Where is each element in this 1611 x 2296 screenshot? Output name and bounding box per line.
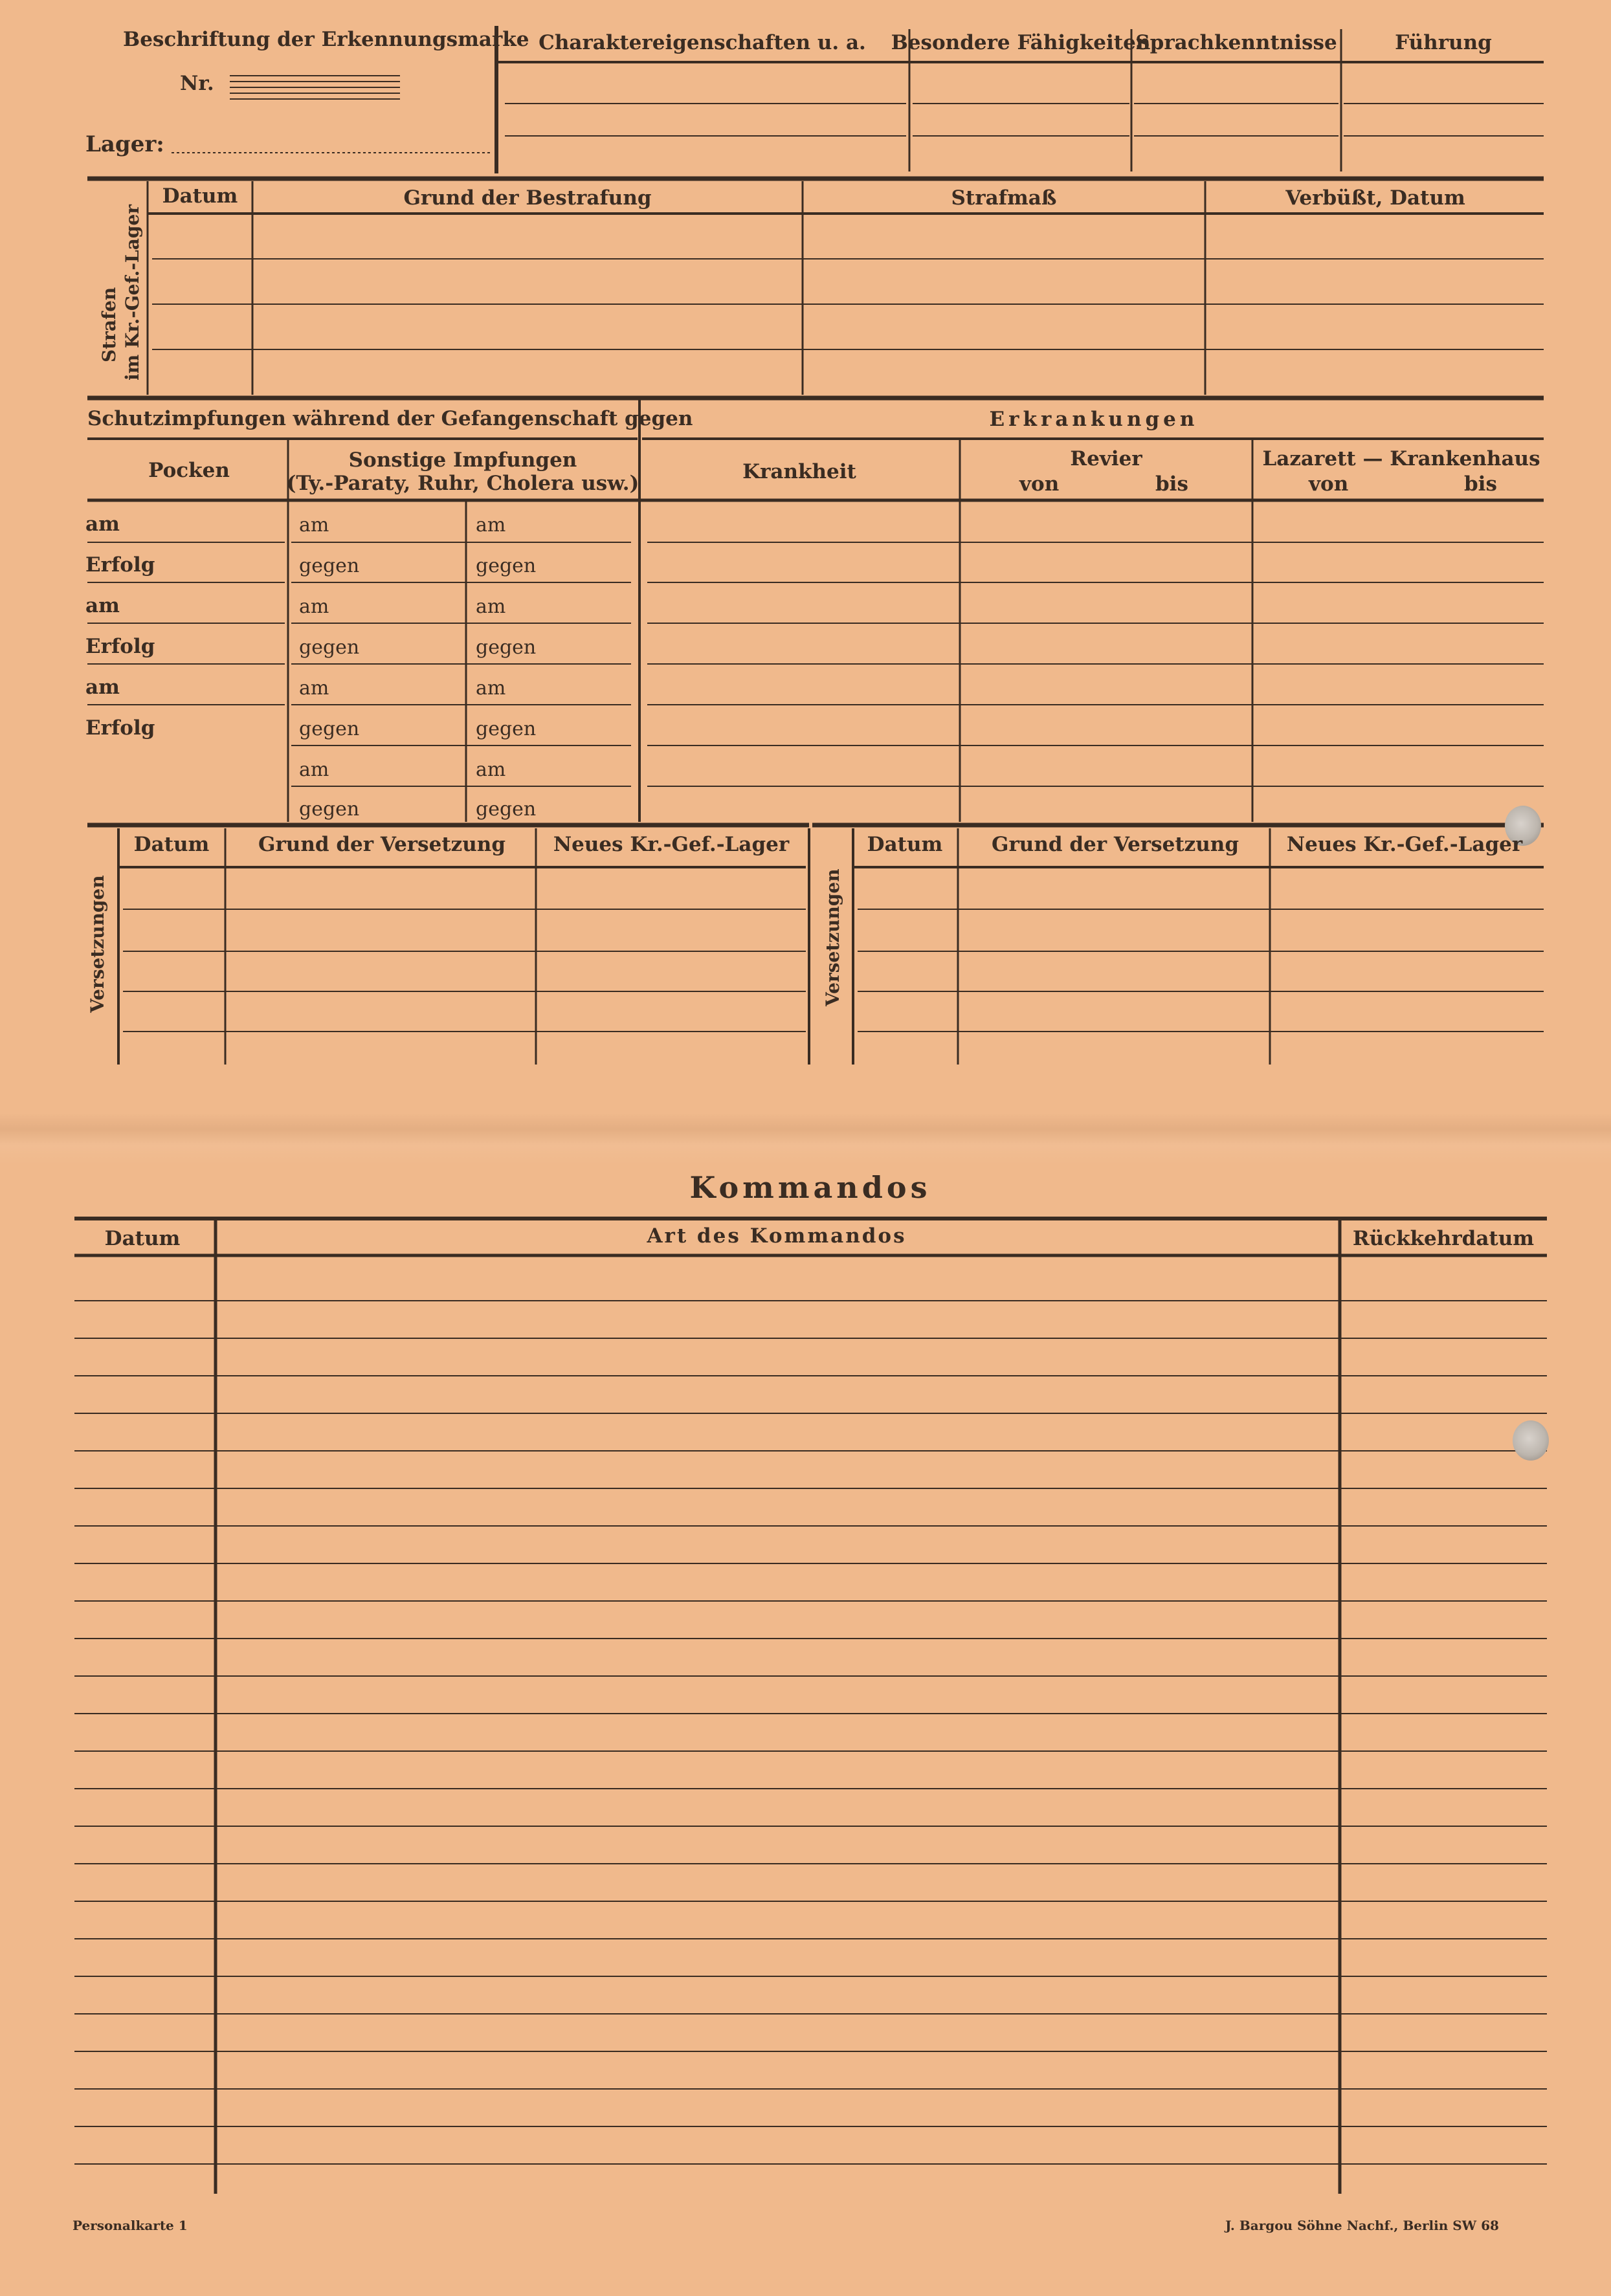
erkrankungen-col-krankheit: Krankheit: [742, 460, 856, 483]
versetzungen-col-datum-right: Datum: [867, 833, 943, 856]
erkrankungen-col-lazarett: Lazarett — Krankenhaus: [1262, 447, 1540, 470]
footer-left: Personalkarte 1: [72, 2218, 188, 2233]
erkrankungen-title: Erkrankungen: [989, 408, 1199, 431]
versetzungen-col-grund-left: Grund der Versetzung: [258, 833, 506, 856]
strafen-col-strafmass: Strafmaß: [951, 186, 1057, 210]
versetzungen-col-grund-right: Grund der Versetzung: [992, 833, 1239, 856]
kommandos-col-datum: Datum: [104, 1227, 181, 1250]
sonstige-am: am: [299, 758, 329, 781]
footer-right: J. Bargou Söhne Nachf., Berlin SW 68: [1225, 2218, 1499, 2233]
punch-hole-bottom: [1513, 1420, 1549, 1461]
sonstige-am: am: [299, 677, 329, 700]
col-faehigkeiten: Besondere Fähigkeiten: [891, 31, 1151, 54]
kommandos-title: Kommandos: [689, 1170, 931, 1205]
sonstige-gegen: gegen: [299, 798, 360, 821]
sonstige-gegen: gegen: [299, 555, 360, 577]
versetzungen-col-datum-left: Datum: [133, 833, 210, 856]
sonstige-am: am: [299, 595, 329, 618]
pocken-am: am: [85, 513, 120, 536]
col-fuehrung: Führung: [1395, 31, 1492, 54]
sonstige-gegen: gegen: [476, 798, 537, 821]
sonstige-gegen: gegen: [299, 718, 360, 740]
marke-label: Beschriftung der Erkennungsmarke: [123, 28, 529, 51]
sonstige-am: am: [476, 514, 506, 536]
sonstige-am: am: [476, 758, 506, 781]
sonstige-gegen: gegen: [476, 636, 537, 659]
kommandos-col-rueckkehr: Rückkehrdatum: [1352, 1227, 1535, 1250]
sonstige-am: am: [476, 677, 506, 700]
revier-bis: bis: [1155, 472, 1188, 496]
impfungen-col-sonstige-2: (Ty.-Paraty, Ruhr, Cholera usw.): [286, 472, 639, 495]
strafen-col-verbuesst: Verbüßt, Datum: [1285, 186, 1465, 210]
strafen-col-grund: Grund der Bestrafung: [403, 186, 652, 210]
lazarett-bis: bis: [1464, 472, 1497, 496]
revier-von: von: [1019, 472, 1060, 496]
versetzungen-col-lager-right: Neues Kr.-Gef.-Lager: [1286, 833, 1523, 856]
impfungen-title: Schutzimpfungen während der Gefangenschaft gegen: [87, 407, 693, 430]
versetzungen-side-label-right: Versetzungen: [822, 868, 843, 1006]
strafen-side-label-2: im Kr.-Gef.-Lager: [122, 204, 143, 381]
strafen-col-datum: Datum: [162, 184, 238, 208]
pocken-am: am: [85, 594, 120, 617]
strafen-side-label-1: Strafen: [98, 287, 120, 362]
col-sprachen: Sprachkenntnisse: [1135, 31, 1337, 54]
lager-label: Lager:: [85, 131, 164, 157]
pocken-erfolg: Erfolg: [85, 635, 155, 658]
erkrankungen-col-revier: Revier: [1070, 447, 1142, 470]
nr-label: Nr.: [180, 72, 214, 95]
sonstige-gegen: gegen: [299, 636, 360, 659]
versetzungen-side-label-left: Versetzungen: [87, 875, 108, 1013]
sonstige-am: am: [299, 514, 329, 536]
sonstige-am: am: [476, 595, 506, 618]
pocken-erfolg: Erfolg: [85, 553, 155, 577]
pocken-erfolg: Erfolg: [85, 716, 155, 740]
lazarett-von: von: [1309, 472, 1349, 496]
impfungen-col-sonstige-1: Sonstige Impfungen: [348, 448, 577, 472]
versetzungen-col-lager-left: Neues Kr.-Gef.-Lager: [553, 833, 790, 856]
pocken-am: am: [85, 676, 120, 699]
col-charakter: Charaktereigenschaften u. a.: [539, 31, 866, 54]
sonstige-gegen: gegen: [476, 555, 537, 577]
kommandos-col-art: Art des Kommandos: [647, 1224, 907, 1248]
impfungen-col-pocken: Pocken: [148, 459, 230, 482]
sonstige-gegen: gegen: [476, 718, 537, 740]
